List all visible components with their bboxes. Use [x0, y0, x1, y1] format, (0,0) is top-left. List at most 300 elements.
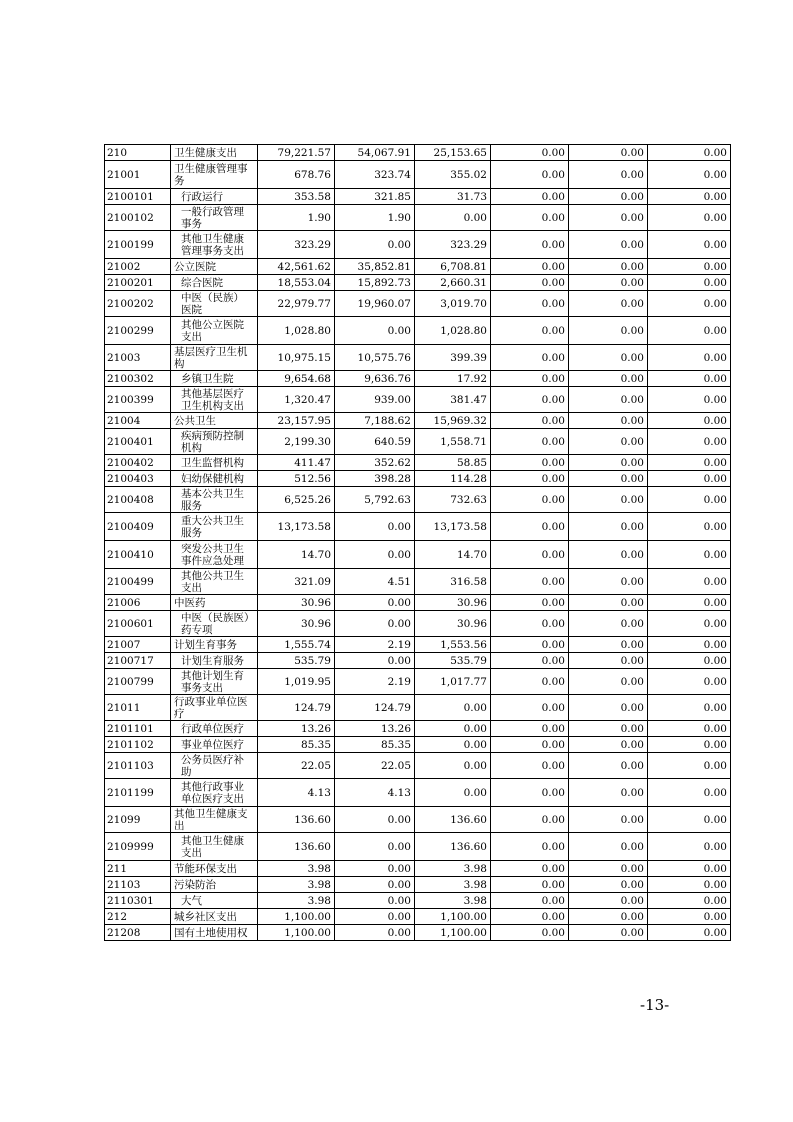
account-code-cell: 2100199: [105, 231, 171, 259]
amount-cell: 0.00: [569, 861, 648, 877]
amount-cell: 0.00: [335, 541, 415, 569]
amount-cell: 136.60: [258, 807, 335, 833]
account-name-cell: 计划生育服务: [171, 653, 258, 669]
account-code-cell: 2100202: [105, 291, 171, 317]
amount-cell: 2,660.31: [415, 275, 491, 291]
account-name-cell: 重大公共卫生服务: [171, 513, 258, 541]
amount-cell: 0.00: [569, 893, 648, 909]
amount-cell: 0.00: [569, 205, 648, 231]
account-name-cell: 国有土地使用权: [171, 925, 258, 941]
account-name-cell: 行政运行: [171, 189, 258, 205]
amount-cell: 6,525.26: [258, 487, 335, 513]
amount-cell: 0.00: [648, 189, 731, 205]
amount-cell: 35,852.81: [335, 259, 415, 275]
amount-cell: 323.29: [258, 231, 335, 259]
amount-cell: 0.00: [491, 637, 569, 653]
table-row: [105, 513, 731, 541]
account-code-cell: 2100302: [105, 371, 171, 387]
amount-cell: 0.00: [491, 595, 569, 611]
amount-cell: 0.00: [569, 145, 648, 161]
amount-cell: 0.00: [648, 877, 731, 893]
amount-cell: 6,708.81: [415, 259, 491, 275]
table-row: [105, 909, 731, 925]
amount-cell: 0.00: [491, 161, 569, 189]
amount-cell: 0.00: [648, 231, 731, 259]
account-code-cell: 2101101: [105, 721, 171, 737]
amount-cell: 1,320.47: [258, 387, 335, 413]
account-name-cell: 综合医院: [171, 275, 258, 291]
amount-cell: 30.96: [415, 611, 491, 637]
account-name-cell: 其他计划生育事务支出: [171, 669, 258, 695]
account-code-cell: 2110301: [105, 893, 171, 909]
account-code-cell: 2100101: [105, 189, 171, 205]
table-row: [105, 161, 731, 189]
account-name-cell: 公共卫生: [171, 413, 258, 429]
amount-cell: 0.00: [648, 487, 731, 513]
amount-cell: 0.00: [648, 205, 731, 231]
amount-cell: 1,028.80: [258, 317, 335, 345]
amount-cell: 0.00: [335, 861, 415, 877]
amount-cell: 0.00: [569, 259, 648, 275]
amount-cell: 321.85: [335, 189, 415, 205]
amount-cell: 0.00: [415, 737, 491, 753]
amount-cell: 0.00: [491, 925, 569, 941]
amount-cell: 79,221.57: [258, 145, 335, 161]
amount-cell: 0.00: [569, 569, 648, 595]
table-row: [105, 695, 731, 721]
amount-cell: 0.00: [648, 595, 731, 611]
amount-cell: 0.00: [491, 833, 569, 861]
amount-cell: 0.00: [569, 877, 648, 893]
amount-cell: 0.00: [648, 455, 731, 471]
amount-cell: 0.00: [491, 387, 569, 413]
amount-cell: 0.00: [491, 345, 569, 371]
amount-cell: 0.00: [648, 807, 731, 833]
amount-cell: 136.60: [415, 807, 491, 833]
amount-cell: 0.00: [335, 893, 415, 909]
amount-cell: 0.00: [491, 569, 569, 595]
account-code-cell: 210: [105, 145, 171, 161]
amount-cell: 640.59: [335, 429, 415, 455]
amount-cell: 136.60: [415, 833, 491, 861]
amount-cell: 0.00: [569, 721, 648, 737]
amount-cell: 0.00: [491, 471, 569, 487]
amount-cell: 2.19: [335, 637, 415, 653]
account-code-cell: 212: [105, 909, 171, 925]
table-row: [105, 471, 731, 487]
amount-cell: 0.00: [569, 753, 648, 779]
table-row: [105, 413, 731, 429]
amount-cell: 0.00: [569, 653, 648, 669]
amount-cell: 0.00: [415, 753, 491, 779]
amount-cell: 1.90: [258, 205, 335, 231]
amount-cell: 0.00: [335, 513, 415, 541]
amount-cell: 30.96: [258, 595, 335, 611]
amount-cell: 0.00: [569, 317, 648, 345]
table-row: [105, 653, 731, 669]
amount-cell: 0.00: [491, 779, 569, 807]
amount-cell: 0.00: [648, 737, 731, 753]
account-name-cell: 城乡社区支出: [171, 909, 258, 925]
account-name-cell: 卫生监督机构: [171, 455, 258, 471]
amount-cell: 316.58: [415, 569, 491, 595]
amount-cell: 0.00: [335, 807, 415, 833]
account-name-cell: 其他卫生健康支出: [171, 833, 258, 861]
amount-cell: 2.19: [335, 669, 415, 695]
amount-cell: 22.05: [258, 753, 335, 779]
amount-cell: 0.00: [569, 387, 648, 413]
account-code-cell: 2100410: [105, 541, 171, 569]
amount-cell: 0.00: [569, 189, 648, 205]
amount-cell: 0.00: [569, 291, 648, 317]
account-name-cell: 事业单位医疗: [171, 737, 258, 753]
amount-cell: 1,100.00: [258, 925, 335, 941]
amount-cell: 0.00: [491, 737, 569, 753]
account-name-cell: 行政单位医疗: [171, 721, 258, 737]
table-row: [105, 877, 731, 893]
table-row: [105, 275, 731, 291]
amount-cell: 14.70: [415, 541, 491, 569]
amount-cell: 3.98: [258, 877, 335, 893]
amount-cell: 0.00: [491, 695, 569, 721]
table-row: [105, 371, 731, 387]
amount-cell: 0.00: [648, 753, 731, 779]
amount-cell: 0.00: [491, 877, 569, 893]
account-name-cell: 基层医疗卫生机构: [171, 345, 258, 371]
account-code-cell: 21002: [105, 259, 171, 275]
amount-cell: 85.35: [258, 737, 335, 753]
table-row: [105, 893, 731, 909]
amount-cell: 0.00: [335, 595, 415, 611]
amount-cell: 10,975.15: [258, 345, 335, 371]
amount-cell: 0.00: [648, 925, 731, 941]
account-code-cell: 2109999: [105, 833, 171, 861]
table-row: [105, 637, 731, 653]
table-row: [105, 721, 731, 737]
amount-cell: 10,575.76: [335, 345, 415, 371]
amount-cell: 0.00: [648, 161, 731, 189]
account-name-cell: 一般行政管理事务: [171, 205, 258, 231]
amount-cell: 13,173.58: [415, 513, 491, 541]
amount-cell: 114.28: [415, 471, 491, 487]
amount-cell: 0.00: [569, 455, 648, 471]
amount-cell: 0.00: [648, 387, 731, 413]
table-row: [105, 541, 731, 569]
amount-cell: 0.00: [491, 259, 569, 275]
table-row: [105, 861, 731, 877]
amount-cell: 31.73: [415, 189, 491, 205]
table-row: [105, 345, 731, 371]
amount-cell: 0.00: [491, 317, 569, 345]
amount-cell: 732.63: [415, 487, 491, 513]
amount-cell: 399.39: [415, 345, 491, 371]
amount-cell: 9,654.68: [258, 371, 335, 387]
amount-cell: 0.00: [415, 205, 491, 231]
table-row: [105, 205, 731, 231]
amount-cell: 1,100.00: [415, 925, 491, 941]
table-row: [105, 569, 731, 595]
amount-cell: 13.26: [258, 721, 335, 737]
amount-cell: 15,969.32: [415, 413, 491, 429]
amount-cell: 0.00: [491, 205, 569, 231]
amount-cell: 0.00: [648, 413, 731, 429]
amount-cell: 1,555.74: [258, 637, 335, 653]
account-code-cell: 21006: [105, 595, 171, 611]
table-row: [105, 231, 731, 259]
amount-cell: 321.09: [258, 569, 335, 595]
amount-cell: 0.00: [491, 893, 569, 909]
table-row: [105, 317, 731, 345]
account-name-cell: 行政事业单位医疗: [171, 695, 258, 721]
amount-cell: 0.00: [569, 513, 648, 541]
amount-cell: 22,979.77: [258, 291, 335, 317]
amount-cell: 0.00: [648, 371, 731, 387]
amount-cell: 85.35: [335, 737, 415, 753]
amount-cell: 3.98: [258, 861, 335, 877]
account-code-cell: 21003: [105, 345, 171, 371]
amount-cell: 355.02: [415, 161, 491, 189]
budget-table: [104, 144, 731, 941]
amount-cell: 0.00: [569, 807, 648, 833]
amount-cell: 0.00: [648, 513, 731, 541]
account-code-cell: 2100499: [105, 569, 171, 595]
amount-cell: 15,892.73: [335, 275, 415, 291]
amount-cell: 3.98: [258, 893, 335, 909]
amount-cell: 0.00: [491, 669, 569, 695]
account-code-cell: 21099: [105, 807, 171, 833]
amount-cell: 19,960.07: [335, 291, 415, 317]
amount-cell: 1,100.00: [258, 909, 335, 925]
amount-cell: 323.29: [415, 231, 491, 259]
amount-cell: 0.00: [569, 429, 648, 455]
amount-cell: 1,028.80: [415, 317, 491, 345]
table-row: [105, 145, 731, 161]
amount-cell: 18,553.04: [258, 275, 335, 291]
account-name-cell: 疾病预防控制机构: [171, 429, 258, 455]
account-code-cell: 2100799: [105, 669, 171, 695]
amount-cell: 0.00: [491, 513, 569, 541]
amount-cell: 0.00: [335, 925, 415, 941]
account-code-cell: 21208: [105, 925, 171, 941]
account-code-cell: 21004: [105, 413, 171, 429]
amount-cell: 0.00: [648, 669, 731, 695]
amount-cell: 0.00: [569, 371, 648, 387]
amount-cell: 0.00: [569, 925, 648, 941]
table-row: [105, 779, 731, 807]
amount-cell: 0.00: [569, 413, 648, 429]
account-code-cell: 2100102: [105, 205, 171, 231]
amount-cell: 0.00: [491, 487, 569, 513]
account-name-cell: 中医药: [171, 595, 258, 611]
amount-cell: 0.00: [491, 541, 569, 569]
table-row: [105, 429, 731, 455]
account-code-cell: 2100399: [105, 387, 171, 413]
amount-cell: 9,636.76: [335, 371, 415, 387]
amount-cell: 0.00: [491, 653, 569, 669]
amount-cell: 0.00: [491, 189, 569, 205]
amount-cell: 0.00: [491, 721, 569, 737]
account-name-cell: 中医（民族医）药专项: [171, 611, 258, 637]
amount-cell: 1,019.95: [258, 669, 335, 695]
amount-cell: 0.00: [569, 779, 648, 807]
amount-cell: 0.00: [648, 317, 731, 345]
amount-cell: 0.00: [335, 909, 415, 925]
table-row: [105, 611, 731, 637]
table-row: [105, 737, 731, 753]
amount-cell: 0.00: [648, 429, 731, 455]
page-number: -13-: [640, 996, 670, 1014]
amount-cell: 0.00: [569, 231, 648, 259]
account-name-cell: 其他公共卫生支出: [171, 569, 258, 595]
amount-cell: 352.62: [335, 455, 415, 471]
amount-cell: 0.00: [491, 753, 569, 779]
amount-cell: 0.00: [648, 637, 731, 653]
amount-cell: 124.79: [335, 695, 415, 721]
account-code-cell: 2101102: [105, 737, 171, 753]
account-name-cell: 其他基层医疗卫生机构支出: [171, 387, 258, 413]
amount-cell: 2,199.30: [258, 429, 335, 455]
amount-cell: 13.26: [335, 721, 415, 737]
amount-cell: 3,019.70: [415, 291, 491, 317]
amount-cell: 0.00: [648, 569, 731, 595]
amount-cell: 4.13: [258, 779, 335, 807]
table-row: [105, 807, 731, 833]
account-name-cell: 卫生健康支出: [171, 145, 258, 161]
table-row: [105, 595, 731, 611]
account-code-cell: 21001: [105, 161, 171, 189]
amount-cell: 535.79: [258, 653, 335, 669]
amount-cell: 353.58: [258, 189, 335, 205]
account-code-cell: 2101199: [105, 779, 171, 807]
amount-cell: 0.00: [491, 611, 569, 637]
account-name-cell: 突发公共卫生事件应急处理: [171, 541, 258, 569]
amount-cell: 0.00: [569, 833, 648, 861]
table-row: [105, 753, 731, 779]
amount-cell: 0.00: [569, 161, 648, 189]
amount-cell: 0.00: [648, 611, 731, 637]
amount-cell: 0.00: [648, 653, 731, 669]
account-name-cell: 公立医院: [171, 259, 258, 275]
amount-cell: 4.13: [335, 779, 415, 807]
account-code-cell: 21103: [105, 877, 171, 893]
account-code-cell: 2100401: [105, 429, 171, 455]
amount-cell: 1,553.56: [415, 637, 491, 653]
account-name-cell: 大气: [171, 893, 258, 909]
amount-cell: 0.00: [491, 429, 569, 455]
amount-cell: 0.00: [415, 779, 491, 807]
amount-cell: 381.47: [415, 387, 491, 413]
amount-cell: 0.00: [335, 653, 415, 669]
amount-cell: 512.56: [258, 471, 335, 487]
account-code-cell: 2100601: [105, 611, 171, 637]
table-row: [105, 669, 731, 695]
amount-cell: 136.60: [258, 833, 335, 861]
amount-cell: 0.00: [648, 259, 731, 275]
amount-cell: 0.00: [491, 371, 569, 387]
amount-cell: 0.00: [491, 807, 569, 833]
amount-cell: 0.00: [491, 413, 569, 429]
amount-cell: 0.00: [491, 909, 569, 925]
amount-cell: 58.85: [415, 455, 491, 471]
amount-cell: 13,173.58: [258, 513, 335, 541]
account-code-cell: 2100409: [105, 513, 171, 541]
account-code-cell: 2100402: [105, 455, 171, 471]
account-name-cell: 妇幼保健机构: [171, 471, 258, 487]
account-name-cell: 其他行政事业单位医疗支出: [171, 779, 258, 807]
amount-cell: 30.96: [415, 595, 491, 611]
amount-cell: 398.28: [335, 471, 415, 487]
account-name-cell: 乡镇卫生院: [171, 371, 258, 387]
amount-cell: 0.00: [569, 595, 648, 611]
amount-cell: 0.00: [648, 345, 731, 371]
amount-cell: 1,100.00: [415, 909, 491, 925]
account-code-cell: 21011: [105, 695, 171, 721]
amount-cell: 0.00: [648, 833, 731, 861]
amount-cell: 0.00: [569, 275, 648, 291]
amount-cell: 0.00: [569, 909, 648, 925]
account-name-cell: 计划生育事务: [171, 637, 258, 653]
amount-cell: 3.98: [415, 893, 491, 909]
account-name-cell: 中医（民族）医院: [171, 291, 258, 317]
amount-cell: 7,188.62: [335, 413, 415, 429]
amount-cell: 42,561.62: [258, 259, 335, 275]
amount-cell: 0.00: [569, 611, 648, 637]
amount-cell: 0.00: [335, 231, 415, 259]
amount-cell: 17.92: [415, 371, 491, 387]
amount-cell: 0.00: [491, 291, 569, 317]
account-name-cell: 公务员医疗补助: [171, 753, 258, 779]
account-code-cell: 2100717: [105, 653, 171, 669]
amount-cell: 0.00: [648, 471, 731, 487]
amount-cell: 0.00: [648, 893, 731, 909]
amount-cell: 0.00: [648, 541, 731, 569]
account-code-cell: 21007: [105, 637, 171, 653]
account-code-cell: 211: [105, 861, 171, 877]
amount-cell: 0.00: [569, 637, 648, 653]
amount-cell: 0.00: [569, 471, 648, 487]
table-row: [105, 189, 731, 205]
amount-cell: 0.00: [648, 145, 731, 161]
table-row: [105, 259, 731, 275]
amount-cell: 0.00: [569, 737, 648, 753]
amount-cell: 411.47: [258, 455, 335, 471]
amount-cell: 0.00: [648, 291, 731, 317]
amount-cell: 3.98: [415, 861, 491, 877]
table-row: [105, 387, 731, 413]
amount-cell: 0.00: [648, 695, 731, 721]
table-row: [105, 833, 731, 861]
account-name-cell: 卫生健康管理事务: [171, 161, 258, 189]
amount-cell: 0.00: [648, 909, 731, 925]
table-body: [105, 145, 731, 941]
account-code-cell: 2100403: [105, 471, 171, 487]
amount-cell: 1.90: [335, 205, 415, 231]
amount-cell: 1,558.71: [415, 429, 491, 455]
amount-cell: 1,017.77: [415, 669, 491, 695]
amount-cell: 0.00: [491, 231, 569, 259]
amount-cell: 23,157.95: [258, 413, 335, 429]
amount-cell: 0.00: [491, 455, 569, 471]
amount-cell: 0.00: [491, 275, 569, 291]
account-name-cell: 基本公共卫生服务: [171, 487, 258, 513]
amount-cell: 0.00: [335, 833, 415, 861]
table-row: [105, 925, 731, 941]
account-code-cell: 2101103: [105, 753, 171, 779]
table-row: [105, 455, 731, 471]
amount-cell: 25,153.65: [415, 145, 491, 161]
amount-cell: 0.00: [569, 669, 648, 695]
account-name-cell: 其他卫生健康支出: [171, 807, 258, 833]
